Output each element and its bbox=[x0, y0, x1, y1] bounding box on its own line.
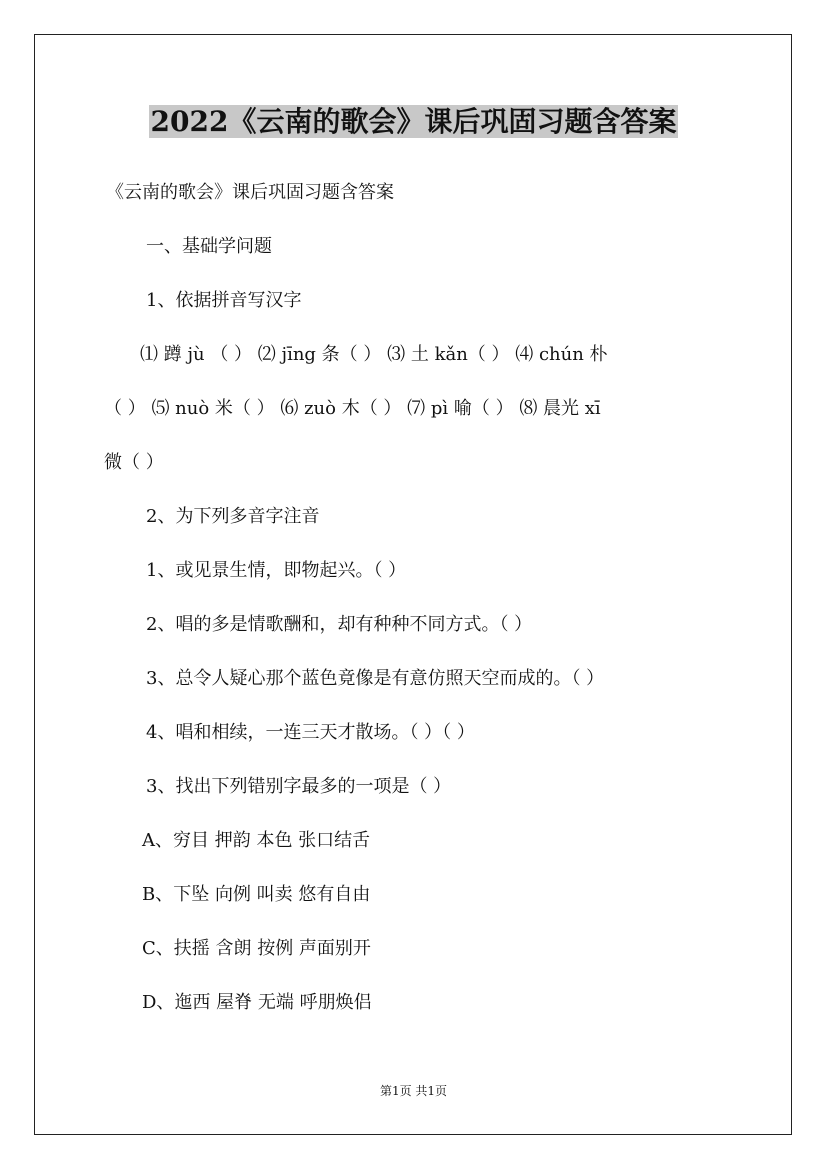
page-footer: 第1页 共1页 bbox=[379, 1084, 448, 1098]
document-title-text: 2022《云南的歌会》课后巩固习题含答案 bbox=[150, 105, 677, 138]
document-title bbox=[0, 102, 827, 142]
question-1-heading: 1、依据拼音写汉字 bbox=[146, 290, 302, 311]
polyphone-item-1: 1、或见景生情，即物起兴。（ ） bbox=[146, 560, 407, 581]
option-b: B、下坠 向例 叫卖 悠有自由 bbox=[142, 884, 371, 905]
pinyin-line-1: ⑴ 蹲 jù （ ） ⑵ jīng 条（ ） ⑶ 土 kǎn（ ） ⑷ chún 朴 bbox=[140, 344, 608, 365]
polyphone-item-4: 4、唱和相续，一连三天才散场。（ ）（ ） bbox=[146, 722, 475, 743]
pinyin-line-3: 微（ ） bbox=[104, 452, 164, 473]
option-d: D、迤西 屋脊 无端 呼朋焕侣 bbox=[142, 992, 372, 1013]
polyphone-item-2: 2、唱的多是情歌酬和，却有种种不同方式。（ ） bbox=[146, 614, 533, 635]
question-2-heading: 2、为下列多音字注音 bbox=[146, 506, 320, 527]
section-heading-basics: 一、基础学问题 bbox=[146, 236, 272, 257]
polyphone-item-3: 3、总令人疑心那个蓝色竟像是有意仿照天空而成的。（ ） bbox=[146, 668, 605, 689]
option-c: C、扶摇 含朗 按例 声面别开 bbox=[142, 938, 371, 959]
subtitle-line: 《云南的歌会》课后巩固习题含答案 bbox=[106, 182, 394, 203]
option-a: A、穷目 押韵 本色 张口结舌 bbox=[142, 830, 371, 851]
pinyin-line-2: （ ） ⑸ nuò 米（ ） ⑹ zuò 木（ ） ⑺ pì 喻（ ） ⑻ 晨光 xī bbox=[104, 398, 601, 419]
question-3-heading: 3、找出下列错别字最多的一项是（ ） bbox=[146, 776, 452, 797]
